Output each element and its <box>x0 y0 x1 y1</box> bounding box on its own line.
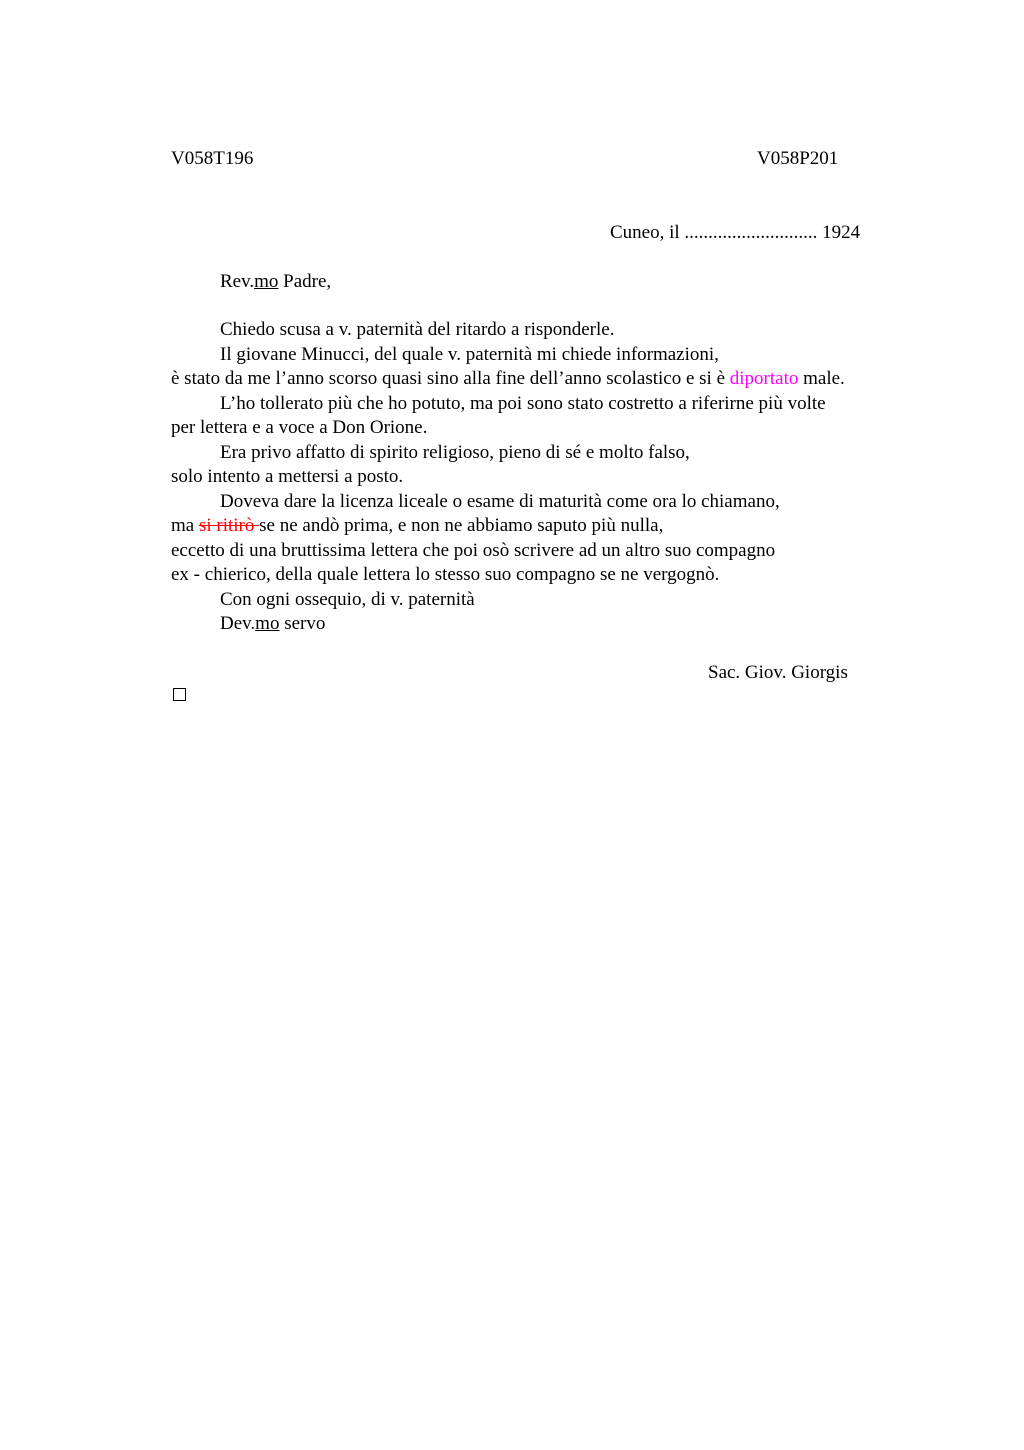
body-line-8: Doveva dare la licenza liceale o esame di maturità come ora lo chiamano, <box>220 491 780 512</box>
body-line-10: eccetto di una bruttissima lettera che poi osò scrivere ad un altro suo compagno <box>171 540 776 561</box>
header-left-code: V058T196 <box>171 148 254 169</box>
closing-abbreviation: mo <box>255 613 280 634</box>
body-line-5: per lettera e a voce a Don Orione. <box>171 417 428 438</box>
body-line-9-start: ma <box>171 515 199 536</box>
body-line-3-start: è stato da me l’anno scorso quasi sino alla fine dell’anno scolastico e si è <box>171 368 730 389</box>
body-line-7: solo intento a mettersi a posto. <box>171 466 404 487</box>
highlighted-word: diportato <box>729 368 799 389</box>
body-line-3 <box>171 367 845 391</box>
salutation-suffix: Padre, <box>278 271 332 292</box>
closing-prefix: Dev. <box>220 613 256 634</box>
salutation <box>220 270 331 294</box>
closing-suffix: servo <box>279 613 326 634</box>
body-line-4: L’ho tollerato più che ho potuto, ma poi sono stato costretto a riferirne più volte <box>220 393 826 414</box>
date-line: Cuneo, il ............................ 1924 <box>610 222 861 243</box>
salutation-abbreviation: mo <box>254 271 279 292</box>
body-line-6: Era privo affatto di spirito religioso, pieno di sé e molto falso, <box>220 442 690 463</box>
body-line-11: ex - chierico, della quale lettera lo stesso suo compagno se ne vergognò. <box>171 564 720 585</box>
body-line-9 <box>171 514 663 538</box>
body-line-1: Chiedo scusa a v. paternità del ritardo a risponderle. <box>220 319 615 340</box>
body-line-3-end: male. <box>798 368 845 389</box>
closing <box>220 612 325 636</box>
body-line-12: Con ogni ossequio, di v. paternità <box>220 589 475 610</box>
header-right-code: V058P201 <box>757 148 839 169</box>
body-line-2: Il giovane Minucci, del quale v. paternità mi chiede informazioni, <box>220 344 719 365</box>
salutation-prefix: Rev. <box>220 271 255 292</box>
body-line-9-end: se ne andò prima, e non ne abbiamo saputo più nulla, <box>259 515 664 536</box>
checkbox-symbol <box>173 688 186 701</box>
deleted-text: si ritirò <box>198 515 260 536</box>
signature: Sac. Giov. Giorgis <box>708 662 848 683</box>
